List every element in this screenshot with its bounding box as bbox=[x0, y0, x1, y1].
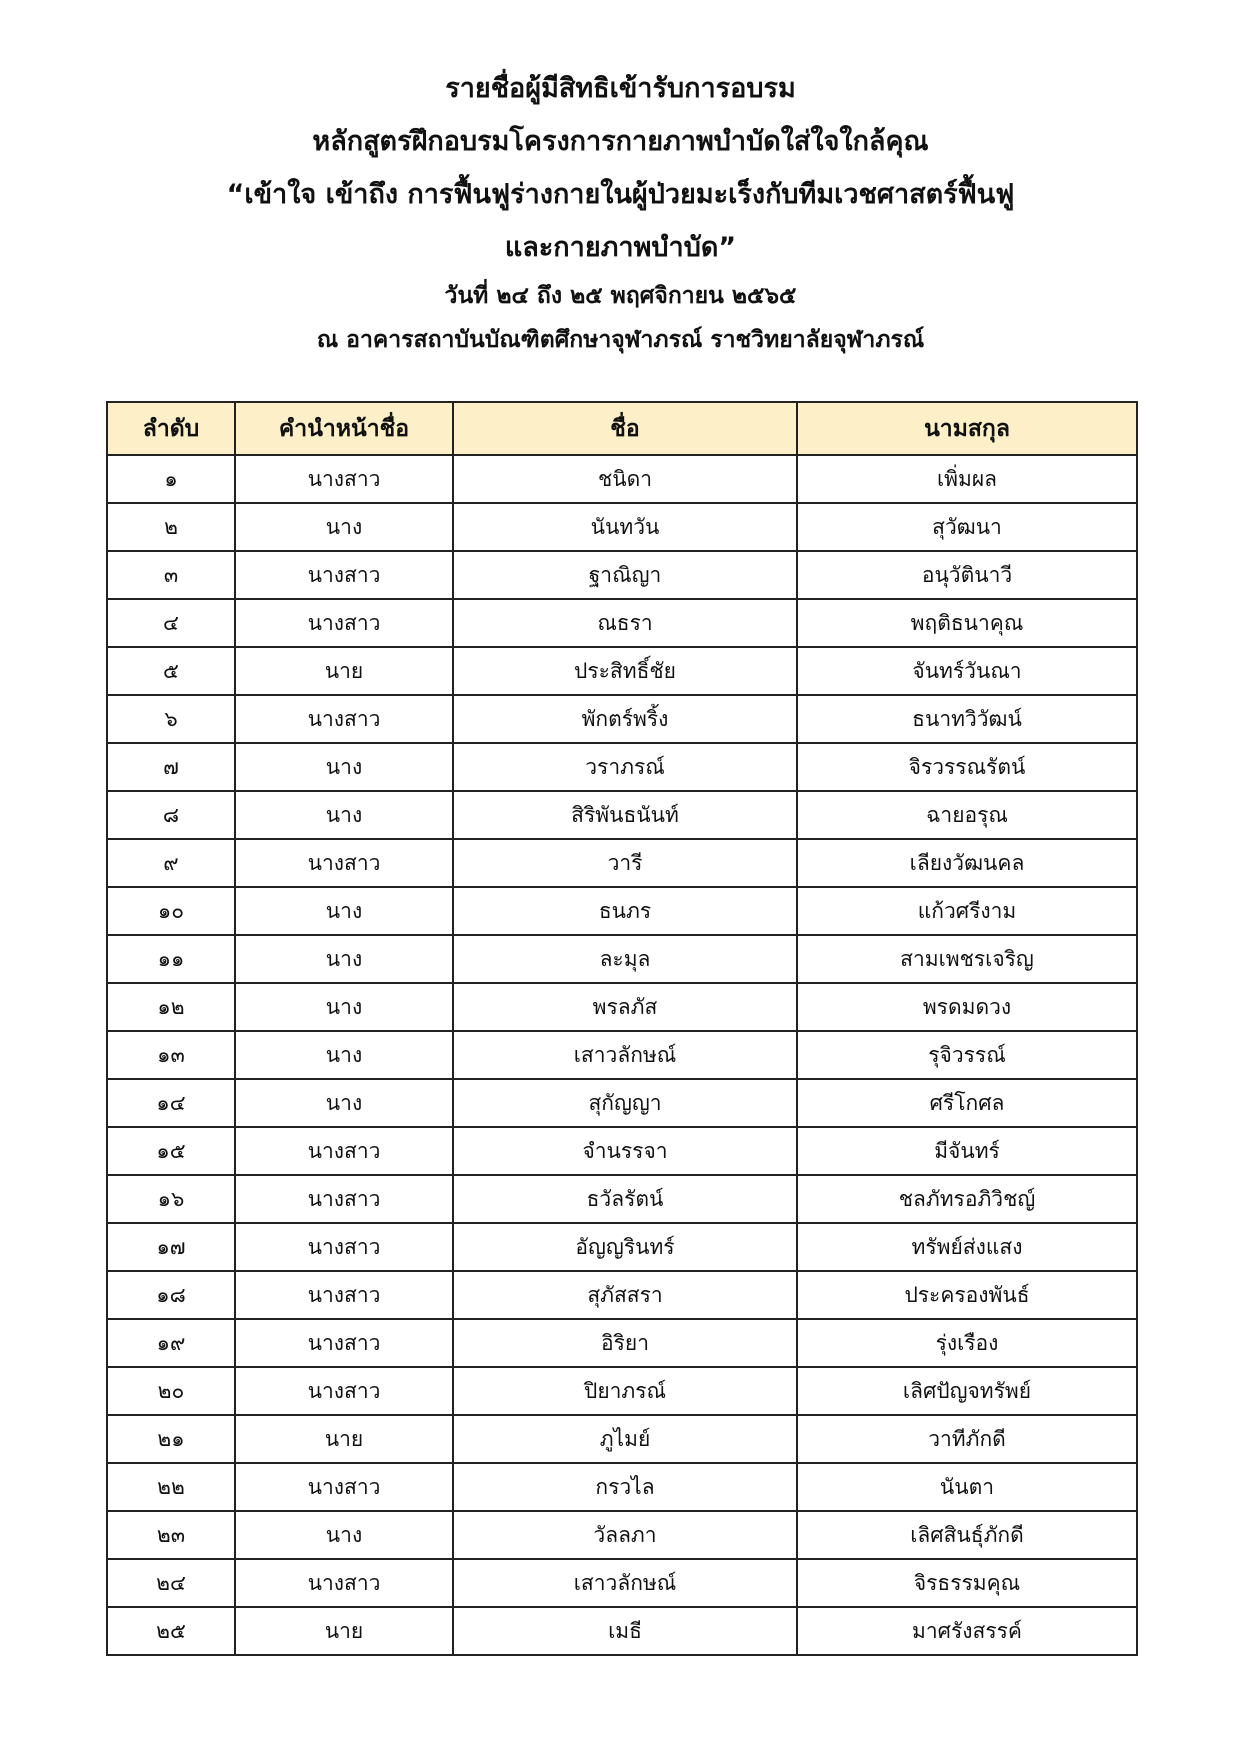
row-first-name: เมธี bbox=[453, 1607, 797, 1655]
column-header-number: ลำดับ bbox=[107, 402, 235, 455]
row-last-name: สามเพชรเจริญ bbox=[797, 935, 1137, 983]
row-last-name: พรดมดวง bbox=[797, 983, 1137, 1031]
row-last-name: ศรีโกศล bbox=[797, 1079, 1137, 1127]
row-title: นาง bbox=[235, 887, 453, 935]
row-first-name: ธวัลรัตน์ bbox=[453, 1175, 797, 1223]
row-last-name: จิรธรรมคุณ bbox=[797, 1559, 1137, 1607]
table-row bbox=[107, 1511, 1137, 1559]
participant-table bbox=[106, 401, 1138, 1656]
row-number: ๒๑ bbox=[107, 1415, 235, 1463]
row-number: ๑๑ bbox=[107, 935, 235, 983]
document-header bbox=[0, 62, 1241, 362]
row-last-name: ธนาทวิวัฒน์ bbox=[797, 695, 1137, 743]
row-last-name: อนุวัตินาวี bbox=[797, 551, 1137, 599]
row-number: ๙ bbox=[107, 839, 235, 887]
row-first-name: ภูไมย์ bbox=[453, 1415, 797, 1463]
row-first-name: อัญญรินทร์ bbox=[453, 1223, 797, 1271]
row-number: ๒๐ bbox=[107, 1367, 235, 1415]
table-row bbox=[107, 839, 1137, 887]
row-last-name: นันตา bbox=[797, 1463, 1137, 1511]
table-row bbox=[107, 983, 1137, 1031]
row-number: ๑๘ bbox=[107, 1271, 235, 1319]
row-last-name: มีจันทร์ bbox=[797, 1127, 1137, 1175]
table-body bbox=[107, 455, 1137, 1655]
project-subtitle-line2: และกายภาพบำบัด” bbox=[504, 232, 737, 263]
row-number: ๑๐ bbox=[107, 887, 235, 935]
table-row bbox=[107, 791, 1137, 839]
table-row bbox=[107, 1607, 1137, 1655]
row-number: ๗ bbox=[107, 743, 235, 791]
row-title: นาง bbox=[235, 791, 453, 839]
row-title: นาง bbox=[235, 743, 453, 791]
row-number: ๑๕ bbox=[107, 1127, 235, 1175]
table-row bbox=[107, 1175, 1137, 1223]
row-title: นาง bbox=[235, 1511, 453, 1559]
row-number: ๒๒ bbox=[107, 1463, 235, 1511]
row-first-name: ละมุล bbox=[453, 935, 797, 983]
row-number: ๑๒ bbox=[107, 983, 235, 1031]
table-row bbox=[107, 935, 1137, 983]
table-row bbox=[107, 1079, 1137, 1127]
row-number: ๑๖ bbox=[107, 1175, 235, 1223]
row-number: ๑๗ bbox=[107, 1223, 235, 1271]
row-number: ๕ bbox=[107, 647, 235, 695]
document-title: รายชื่อผู้มีสิทธิเข้ารับการอบรม bbox=[445, 73, 796, 104]
row-title: นางสาว bbox=[235, 1319, 453, 1367]
row-title: นางสาว bbox=[235, 1175, 453, 1223]
row-title: นาง bbox=[235, 1031, 453, 1079]
project-subtitle-line1: “เข้าใจ เข้าถึง การฟื้นฟูร่างกายในผู้ป่วยมะเร็งกับทีมเวชศาสตร์ฟื้นฟู bbox=[226, 179, 1015, 210]
row-first-name: วารี bbox=[453, 839, 797, 887]
row-number: ๔ bbox=[107, 599, 235, 647]
table-row bbox=[107, 1271, 1137, 1319]
row-last-name: รุ่งเรือง bbox=[797, 1319, 1137, 1367]
row-title: นาย bbox=[235, 1415, 453, 1463]
column-header-first-name: ชื่อ bbox=[453, 402, 797, 455]
column-header-last-name: นามสกุล bbox=[797, 402, 1137, 455]
row-first-name: พักตร์พริ้ง bbox=[453, 695, 797, 743]
row-title: นางสาว bbox=[235, 599, 453, 647]
row-last-name: สุวัฒนา bbox=[797, 503, 1137, 551]
table-row bbox=[107, 1319, 1137, 1367]
table-row bbox=[107, 551, 1137, 599]
row-first-name: สุภัสสรา bbox=[453, 1271, 797, 1319]
row-first-name: วัลลภา bbox=[453, 1511, 797, 1559]
row-first-name: ปิยาภรณ์ bbox=[453, 1367, 797, 1415]
row-number: ๒๓ bbox=[107, 1511, 235, 1559]
row-last-name: รุจิวรรณ์ bbox=[797, 1031, 1137, 1079]
row-first-name: อิริยา bbox=[453, 1319, 797, 1367]
row-title: นาง bbox=[235, 983, 453, 1031]
row-title: นางสาว bbox=[235, 455, 453, 503]
row-first-name: นันทวัน bbox=[453, 503, 797, 551]
column-header-title: คำนำหน้าชื่อ bbox=[235, 402, 453, 455]
row-first-name: ชนิดา bbox=[453, 455, 797, 503]
row-title: นาง bbox=[235, 1079, 453, 1127]
row-last-name: เลิศสินธุ์ภักดี bbox=[797, 1511, 1137, 1559]
row-title: นางสาว bbox=[235, 695, 453, 743]
row-last-name: เลิศปัญจทรัพย์ bbox=[797, 1367, 1137, 1415]
row-number: ๒๔ bbox=[107, 1559, 235, 1607]
row-title: นางสาว bbox=[235, 1559, 453, 1607]
row-title: นางสาว bbox=[235, 1367, 453, 1415]
row-first-name: วราภรณ์ bbox=[453, 743, 797, 791]
row-number: ๖ bbox=[107, 695, 235, 743]
row-first-name: ฐาณิญา bbox=[453, 551, 797, 599]
row-last-name: เลียงวัฒนคล bbox=[797, 839, 1137, 887]
row-number: ๑๙ bbox=[107, 1319, 235, 1367]
row-title: นางสาว bbox=[235, 1463, 453, 1511]
table-header-row bbox=[107, 402, 1137, 455]
row-first-name: ธนภร bbox=[453, 887, 797, 935]
table-row bbox=[107, 1367, 1137, 1415]
row-last-name: ประครองพันธ์ bbox=[797, 1271, 1137, 1319]
table-row bbox=[107, 1031, 1137, 1079]
row-last-name: เพิ่มผล bbox=[797, 455, 1137, 503]
table-row bbox=[107, 1559, 1137, 1607]
row-last-name: ทรัพย์ส่งแสง bbox=[797, 1223, 1137, 1271]
event-date: วันที่ ๒๔ ถึง ๒๕ พฤศจิกายน ๒๕๖๕ bbox=[444, 283, 797, 309]
table-row bbox=[107, 455, 1137, 503]
row-title: นาย bbox=[235, 647, 453, 695]
row-title: นางสาว bbox=[235, 1127, 453, 1175]
row-title: นางสาว bbox=[235, 1223, 453, 1271]
row-number: ๒๕ bbox=[107, 1607, 235, 1655]
row-number: ๑๔ bbox=[107, 1079, 235, 1127]
table-row bbox=[107, 503, 1137, 551]
row-last-name: พฤติธนาคุณ bbox=[797, 599, 1137, 647]
row-last-name: จิรวรรณรัตน์ bbox=[797, 743, 1137, 791]
course-name: หลักสูตรฝึกอบรมโครงการกายภาพบำบัดใส่ใจใกล้คุณ bbox=[312, 126, 929, 157]
table-row bbox=[107, 1463, 1137, 1511]
table-row bbox=[107, 647, 1137, 695]
row-last-name: ฉายอรุณ bbox=[797, 791, 1137, 839]
row-first-name: กรวไล bbox=[453, 1463, 797, 1511]
row-first-name: พรลภัส bbox=[453, 983, 797, 1031]
table-row bbox=[107, 1127, 1137, 1175]
row-first-name: สุกัญญา bbox=[453, 1079, 797, 1127]
row-title: นาง bbox=[235, 503, 453, 551]
row-first-name: เสาวลักษณ์ bbox=[453, 1031, 797, 1079]
row-first-name: ณธรา bbox=[453, 599, 797, 647]
row-last-name: มาศรังสรรค์ bbox=[797, 1607, 1137, 1655]
row-number: ๓ bbox=[107, 551, 235, 599]
row-number: ๑๓ bbox=[107, 1031, 235, 1079]
row-number: ๒ bbox=[107, 503, 235, 551]
row-first-name: เสาวลักษณ์ bbox=[453, 1559, 797, 1607]
row-last-name: แก้วศรีงาม bbox=[797, 887, 1137, 935]
row-title: นางสาว bbox=[235, 1271, 453, 1319]
table-row bbox=[107, 695, 1137, 743]
row-title: นาย bbox=[235, 1607, 453, 1655]
table-row bbox=[107, 599, 1137, 647]
table-row bbox=[107, 743, 1137, 791]
row-last-name: วาทีภักดี bbox=[797, 1415, 1137, 1463]
row-first-name: สิริพันธนันท์ bbox=[453, 791, 797, 839]
table-row bbox=[107, 1415, 1137, 1463]
row-title: นางสาว bbox=[235, 551, 453, 599]
row-title: นาง bbox=[235, 935, 453, 983]
row-first-name: ประสิทธิ์ชัย bbox=[453, 647, 797, 695]
row-title: นางสาว bbox=[235, 839, 453, 887]
row-last-name: จันทร์วันณา bbox=[797, 647, 1137, 695]
table-row bbox=[107, 1223, 1137, 1271]
table-row bbox=[107, 887, 1137, 935]
row-number: ๘ bbox=[107, 791, 235, 839]
row-number: ๑ bbox=[107, 455, 235, 503]
event-venue: ณ อาคารสถาบันบัณฑิตศึกษาจุฬาภรณ์ ราชวิทยาลัยจุฬาภรณ์ bbox=[316, 327, 925, 353]
row-first-name: จำนรรจา bbox=[453, 1127, 797, 1175]
row-last-name: ชลภัทรอภิวิชญ์ bbox=[797, 1175, 1137, 1223]
